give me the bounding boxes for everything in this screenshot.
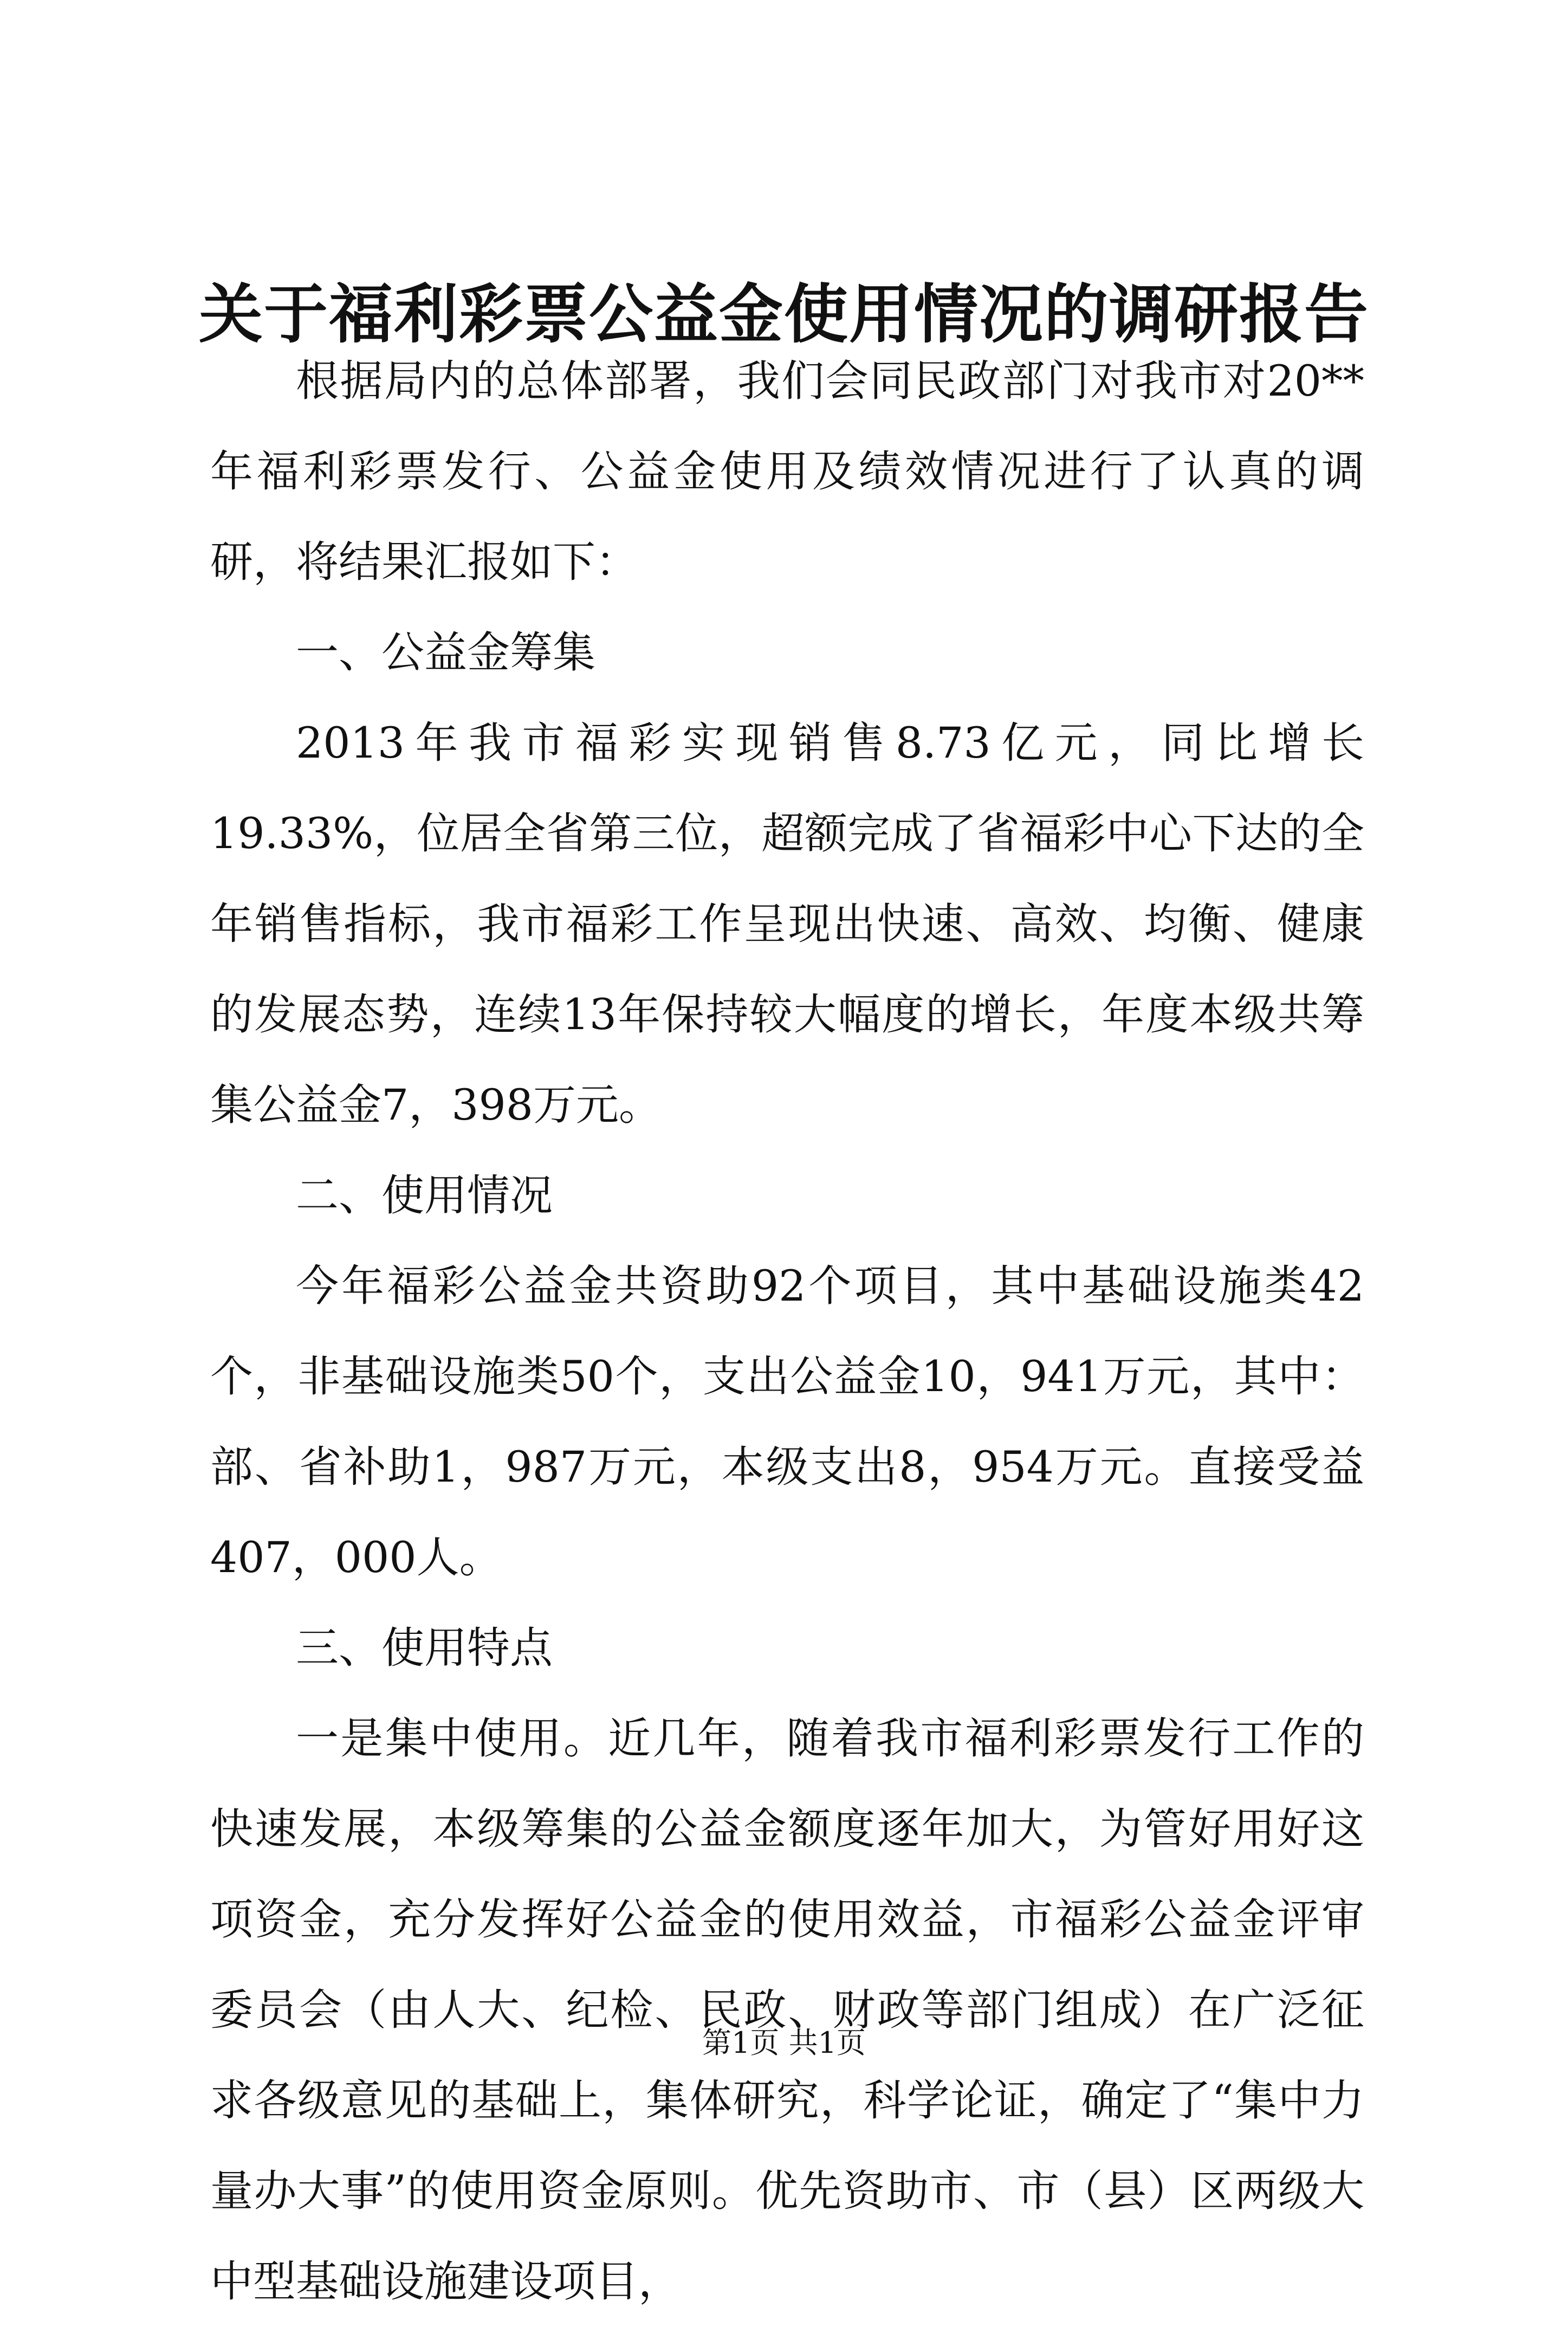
section-heading-usage: 二、使用情况: [296, 1171, 553, 1220]
section-paragraph-fundraising: 2013年我市福彩实现销售8.73亿元，同比增长19.33%，位居全省第三位，超额完成了省福彩中心下达的全年销售指标，我市福彩工作呈现出快速、高效、均衡、健康的发展态势，连续13年保持较大幅度的增长，年度本级共筹集公益金7，398万元。: [210, 718, 1364, 1130]
section-heading-features: 三、使用特点: [296, 1623, 553, 1673]
section-heading-fundraising: 一、公益金筹集: [296, 628, 595, 677]
page-footer: 第1页 共1页: [702, 2026, 866, 2060]
intro-paragraph: 根据局内的总体部署，我们会同民政部门对我市对20**年福利彩票发行、公益金使用及绩效情况进行了认真的调研，将结果汇报如下：: [210, 356, 1364, 587]
section-paragraph-features: 一是集中使用。近几年，随着我市福利彩票发行工作的快速发展，本级筹集的公益金额度逐年加大，为管好用好这项资金，充分发挥好公益金的使用效益，市福彩公益金评审委员会（由人大、纪检、民政、财政等部门组成）在广泛征求各级意见的基础上，集体研究，科学论证，确定了“集中力量办大事”的使用资金原则。优先资助市、市（县）区两级大中型基础设施建设项目，: [210, 1714, 1364, 2306]
section-paragraph-usage: 今年福彩公益金共资助92个项目，其中基础设施类42个，非基础设施类50个，支出公益金10，941万元，其中：部、省补助1，987万元，本级支出8，954万元。直接受益407，000人。: [210, 1261, 1364, 1582]
document-title: 关于福利彩票公益金使用情况的调研报告: [198, 276, 1369, 352]
